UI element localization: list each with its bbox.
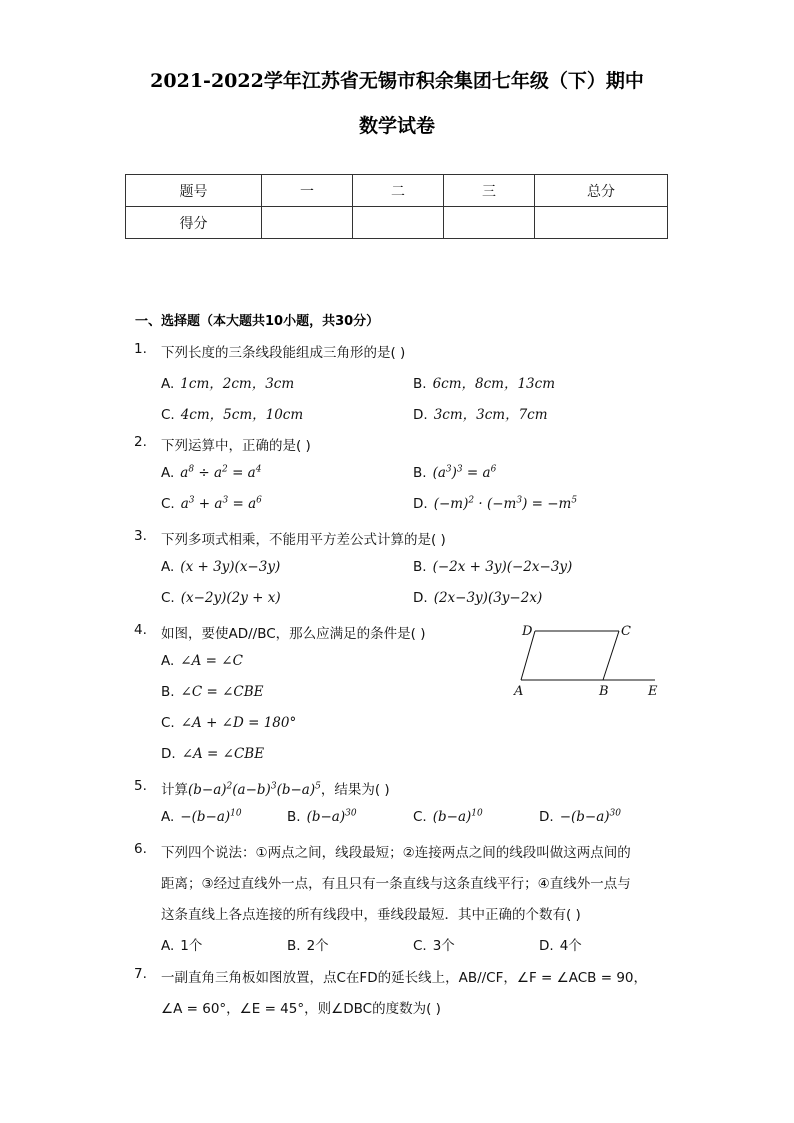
option-a[interactable] — [161, 465, 261, 481]
option-d[interactable] — [413, 590, 542, 606]
option-b[interactable] — [161, 684, 264, 700]
option-formula: $(b-a)^{10}$ — [432, 808, 483, 825]
option-text: 4cm，5cm，10cm — [180, 407, 304, 423]
question-text-line: 距离；③经过直线外一点，有且只有一条直线与这条直线平行；④直线外一点与 — [161, 876, 631, 892]
score-cell[interactable] — [262, 207, 353, 239]
score-header-cell: 二 — [353, 175, 444, 207]
option-c[interactable] — [161, 590, 281, 606]
option-label: A. — [161, 376, 175, 392]
option-text: 6cm，8cm，13cm — [432, 376, 556, 392]
option-text: 1个 — [180, 938, 203, 954]
exam-title-line1: 2021-2022学年江苏省无锡市积余集团七年级（下）期中 — [150, 70, 644, 92]
option-d[interactable] — [161, 746, 264, 762]
option-label: C. — [413, 809, 427, 825]
question-text-line: ∠A = 60°，∠E = 45°，则∠DBC的度数为( ) — [161, 1001, 441, 1017]
option-a[interactable] — [161, 559, 280, 575]
question-number: 2. — [134, 434, 147, 450]
question-text: 如图，要使AD//BC，那么应满足的条件是( ) — [161, 626, 426, 642]
option-a[interactable] — [161, 372, 294, 392]
option-b[interactable] — [287, 809, 357, 825]
question-number: 1. — [134, 341, 147, 357]
option-text: (−2x + 3y)(−2x−3y) — [432, 559, 573, 575]
option-c[interactable] — [413, 934, 455, 954]
option-label: A. — [161, 465, 175, 481]
option-text: ∠A = ∠C — [180, 653, 243, 669]
option-b[interactable] — [413, 372, 555, 392]
question-text-line: 这条直线上各点连接的所有线段中，垂线段最短．其中正确的个数有( ) — [161, 907, 581, 923]
option-label: D. — [539, 809, 554, 825]
option-text: 1cm，2cm，3cm — [180, 376, 295, 392]
option-text: (2x−3y)(3y−2x) — [433, 590, 543, 606]
option-b[interactable] — [287, 934, 329, 954]
section-heading: 一、选择题（本大题共10小题，共30分） — [135, 314, 380, 329]
option-text: 4个 — [559, 938, 582, 954]
option-text: 2个 — [306, 938, 329, 954]
option-formula: $a^3 + a^3 = a^6$ — [180, 495, 262, 512]
score-table-header-row — [126, 175, 668, 207]
option-label: D. — [161, 746, 176, 762]
option-text: 3个 — [432, 938, 455, 954]
point-label-e: E — [648, 684, 658, 699]
option-label: A. — [161, 559, 175, 575]
question-number: 5. — [134, 778, 147, 794]
option-c[interactable] — [161, 496, 262, 512]
option-formula: $(b-a)^{30}$ — [306, 808, 357, 825]
option-label: C. — [161, 407, 175, 423]
parallelogram-figure — [505, 618, 665, 700]
option-label: C. — [161, 590, 175, 606]
point-label-d: D — [522, 624, 533, 639]
question-formula: $(b-a)^2(a-b)^3(b-a)^5$ — [188, 781, 321, 798]
line-c-b — [603, 631, 619, 680]
question-text-line: 一副直角三角板如图放置，点C在FD的延长线上，AB//CF，∠F = ∠ACB = 90， — [161, 970, 647, 986]
score-cell[interactable] — [353, 207, 444, 239]
score-table-score-row — [126, 207, 668, 239]
option-label: D. — [539, 938, 554, 954]
option-formula: $-(b-a)^{10}$ — [180, 808, 242, 825]
option-formula: $(a^3)^3 = a^6$ — [432, 464, 497, 481]
option-label: A. — [161, 809, 175, 825]
option-formula: $-(b-a)^{30}$ — [559, 808, 621, 825]
option-c[interactable] — [161, 403, 303, 423]
question-number: 6. — [134, 841, 147, 857]
question-text: 下列多项式相乘，不能用平方差公式计算的是( ) — [161, 532, 446, 548]
option-d[interactable] — [413, 403, 548, 423]
score-cell[interactable] — [535, 207, 668, 239]
option-formula: $a^8 \div a^2 = a^4$ — [180, 464, 262, 481]
option-formula: $(-m)^2 \cdot (-m^3) = -m^5$ — [433, 495, 578, 512]
score-header-cell: 三 — [444, 175, 535, 207]
option-label: D. — [413, 496, 428, 512]
option-label: A. — [161, 938, 175, 954]
option-d[interactable] — [413, 496, 577, 512]
point-label-a: A — [514, 684, 524, 699]
question-text — [161, 778, 390, 798]
score-header-cell: 一 — [262, 175, 353, 207]
score-row-label: 得分 — [126, 207, 262, 239]
option-label: C. — [413, 938, 427, 954]
option-label: B. — [287, 809, 301, 825]
option-text: (x + 3y)(x−3y) — [180, 559, 281, 575]
question-number: 4. — [134, 622, 147, 638]
score-header-cell: 题号 — [126, 175, 262, 207]
option-label: B. — [413, 376, 427, 392]
question-number: 7. — [134, 966, 147, 982]
option-a[interactable] — [161, 809, 242, 825]
option-d[interactable] — [539, 934, 582, 954]
option-text: ∠A = ∠CBE — [181, 746, 265, 762]
option-d[interactable] — [539, 809, 621, 825]
option-a[interactable] — [161, 934, 202, 954]
option-label: D. — [413, 590, 428, 606]
score-cell[interactable] — [444, 207, 535, 239]
option-label: C. — [161, 496, 175, 512]
option-b[interactable] — [413, 559, 572, 575]
point-label-c: C — [621, 624, 631, 639]
question-text: 下列运算中，正确的是( ) — [161, 438, 311, 454]
option-b[interactable] — [413, 465, 496, 481]
question-text-prefix: 计算 — [161, 782, 188, 798]
option-c[interactable] — [413, 809, 483, 825]
option-a[interactable] — [161, 653, 243, 669]
option-label: A. — [161, 653, 175, 669]
question-text-line: 下列四个说法：①两点之间，线段最短；②连接两点之间的线段叫做这两点间的 — [161, 845, 631, 861]
option-label: D. — [413, 407, 428, 423]
option-text: 3cm，3cm，7cm — [433, 407, 548, 423]
question-text-suffix: ，结果为( ) — [320, 782, 390, 798]
option-label: B. — [161, 684, 175, 700]
point-label-b: B — [599, 684, 609, 699]
question-number: 3. — [134, 528, 147, 544]
exam-title-line2: 数学试卷 — [358, 115, 435, 137]
score-header-cell: 总分 — [535, 175, 668, 207]
option-text: ∠C = ∠CBE — [180, 684, 264, 700]
score-table — [125, 174, 668, 239]
option-text: ∠A + ∠D = 180° — [180, 715, 297, 731]
option-text: (x−2y)(2y + x) — [180, 590, 281, 606]
option-label: B. — [413, 559, 427, 575]
option-label: B. — [413, 465, 427, 481]
option-c[interactable] — [161, 715, 296, 731]
option-label: B. — [287, 938, 301, 954]
option-label: C. — [161, 715, 175, 731]
question-text: 下列长度的三条线段能组成三角形的是( ) — [161, 345, 406, 361]
